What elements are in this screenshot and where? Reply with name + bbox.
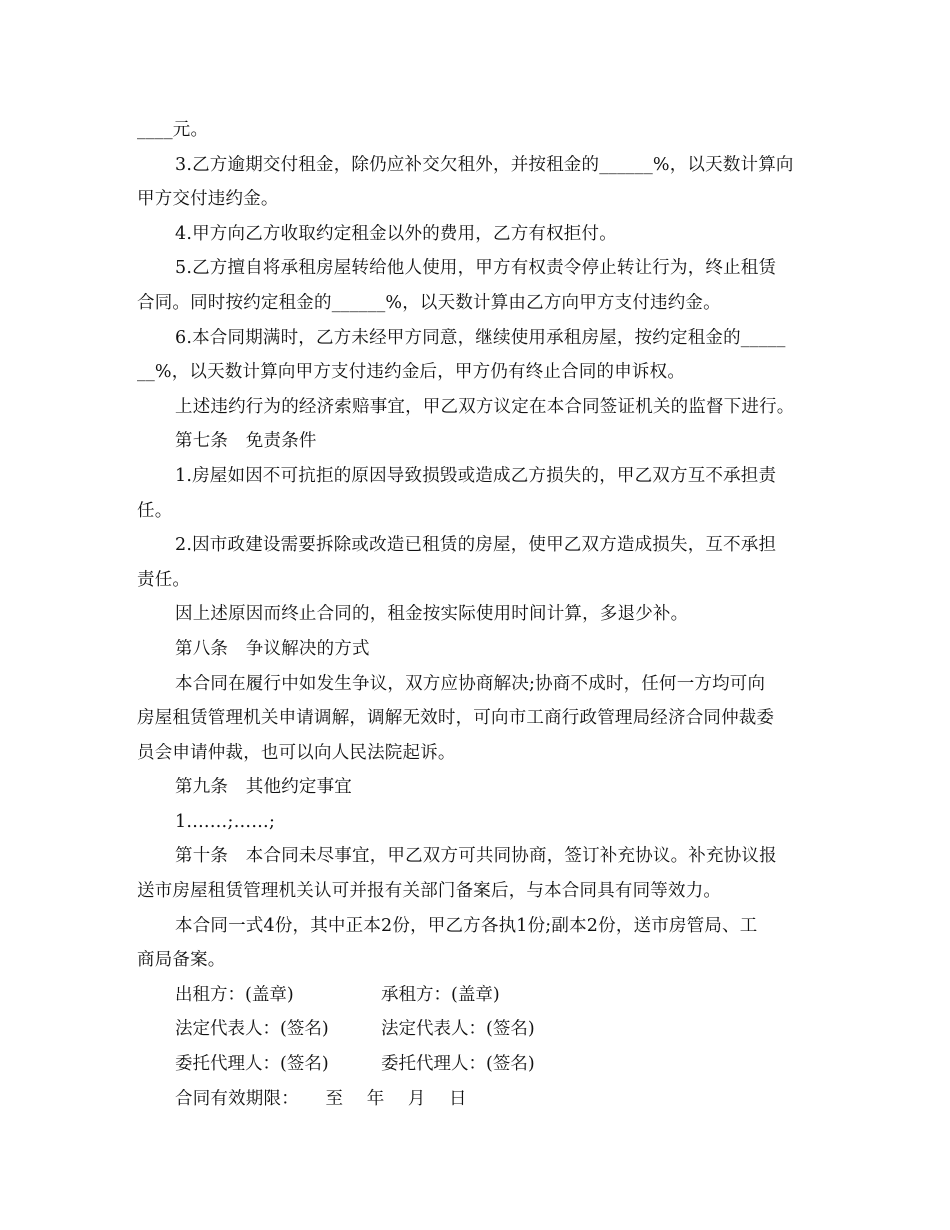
text-line: 6.本合同期满时，乙方未经甲方同意，继续使用承租房屋，按约定租金的_____ (175, 327, 786, 348)
text-line: 甲方交付违约金。 (137, 189, 279, 210)
text-line: 上述违约行为的经济索赔事宜，甲乙双方议定在本合同签证机关的监督下进行。 (175, 396, 795, 417)
text-line: 本合同在履行中如发生争议，双方应协商解决;协商不成时，任何一方均可向 (175, 673, 766, 694)
text-line: 因上述原因而终止合同的，租金按实际使用时间计算，多退少补。 (175, 604, 689, 625)
text-line: 房屋租赁管理机关申请调解，调解无效时，可向市工商行政管理局经济合同仲裁委 (137, 708, 775, 729)
text-line: 2.因市政建设需要拆除或改造已租赁的房屋，使甲乙双方造成损失，互不承担 (175, 535, 777, 556)
text-line: 本合同一式4份，其中正本2份，甲乙方各执1份;副本2份，送市房管局、工 (175, 915, 758, 936)
text-line: ____元。 (137, 120, 209, 140)
text-line: 任。 (137, 500, 173, 521)
text-line: 1.房屋如因不可抗拒的原因导致损毁或造成乙方损失的，甲乙双方互不承担责 (175, 465, 777, 486)
paragraph-list (137, 113, 817, 978)
lessee-signature-label: 法定代表人：(签名) (381, 1019, 535, 1040)
text-line: 第十条 本合同未尽事宜，甲乙双方可共同协商，签订补充协议。补充协议报 (175, 846, 777, 867)
lessee-signature-label: 承租方：(盖章) (381, 984, 500, 1005)
text-line: 第七条 免责条件 (175, 431, 317, 452)
text-line: 1.……;……; (175, 811, 276, 832)
text-line: __%，以天数计算向甲方支付违约金后，甲方仍有终止合同的申诉权。 (137, 362, 686, 383)
lessor-signature-label: 出租方：(盖章) (175, 984, 294, 1005)
text-line: 3.乙方逾期交付租金，除仍应补交欠租外，并按租金的______%，以天数计算向 (175, 154, 794, 175)
lessor-signature-label: 法定代表人：(签名) (175, 1019, 329, 1040)
text-line: 5.乙方擅自将承租房屋转给他人使用，甲方有权责令停止转让行为，终止租赁 (175, 258, 777, 279)
text-line: 第九条 其他约定事宜 (175, 777, 352, 798)
validity-line: 合同有效期限： 至 年 月 日 (175, 1088, 467, 1109)
text-line: 员会申请仲裁，也可以向人民法院起诉。 (137, 742, 456, 763)
signature-block (137, 978, 817, 1082)
text-line: 责任。 (137, 569, 191, 590)
lessee-signature-label: 委托代理人：(签名) (381, 1054, 535, 1075)
text-line: 第八条 争议解决的方式 (175, 638, 370, 659)
lessor-signature-label: 委托代理人：(签名) (175, 1054, 329, 1075)
text-line: 送市房屋租赁管理机关认可并报有关部门备案后，与本合同具有同等效力。 (137, 881, 722, 902)
signature-row (137, 1012, 817, 1047)
signature-row (137, 1047, 817, 1082)
text-line: 合同。同时按约定租金的______%，以天数计算由乙方向甲方支付违约金。 (137, 292, 721, 313)
signature-row (137, 978, 817, 1013)
contract-body (137, 113, 817, 1116)
text-line: 4.甲方向乙方收取约定租金以外的费用，乙方有权拒付。 (175, 223, 617, 244)
text-line: 商局备案。 (137, 950, 226, 971)
